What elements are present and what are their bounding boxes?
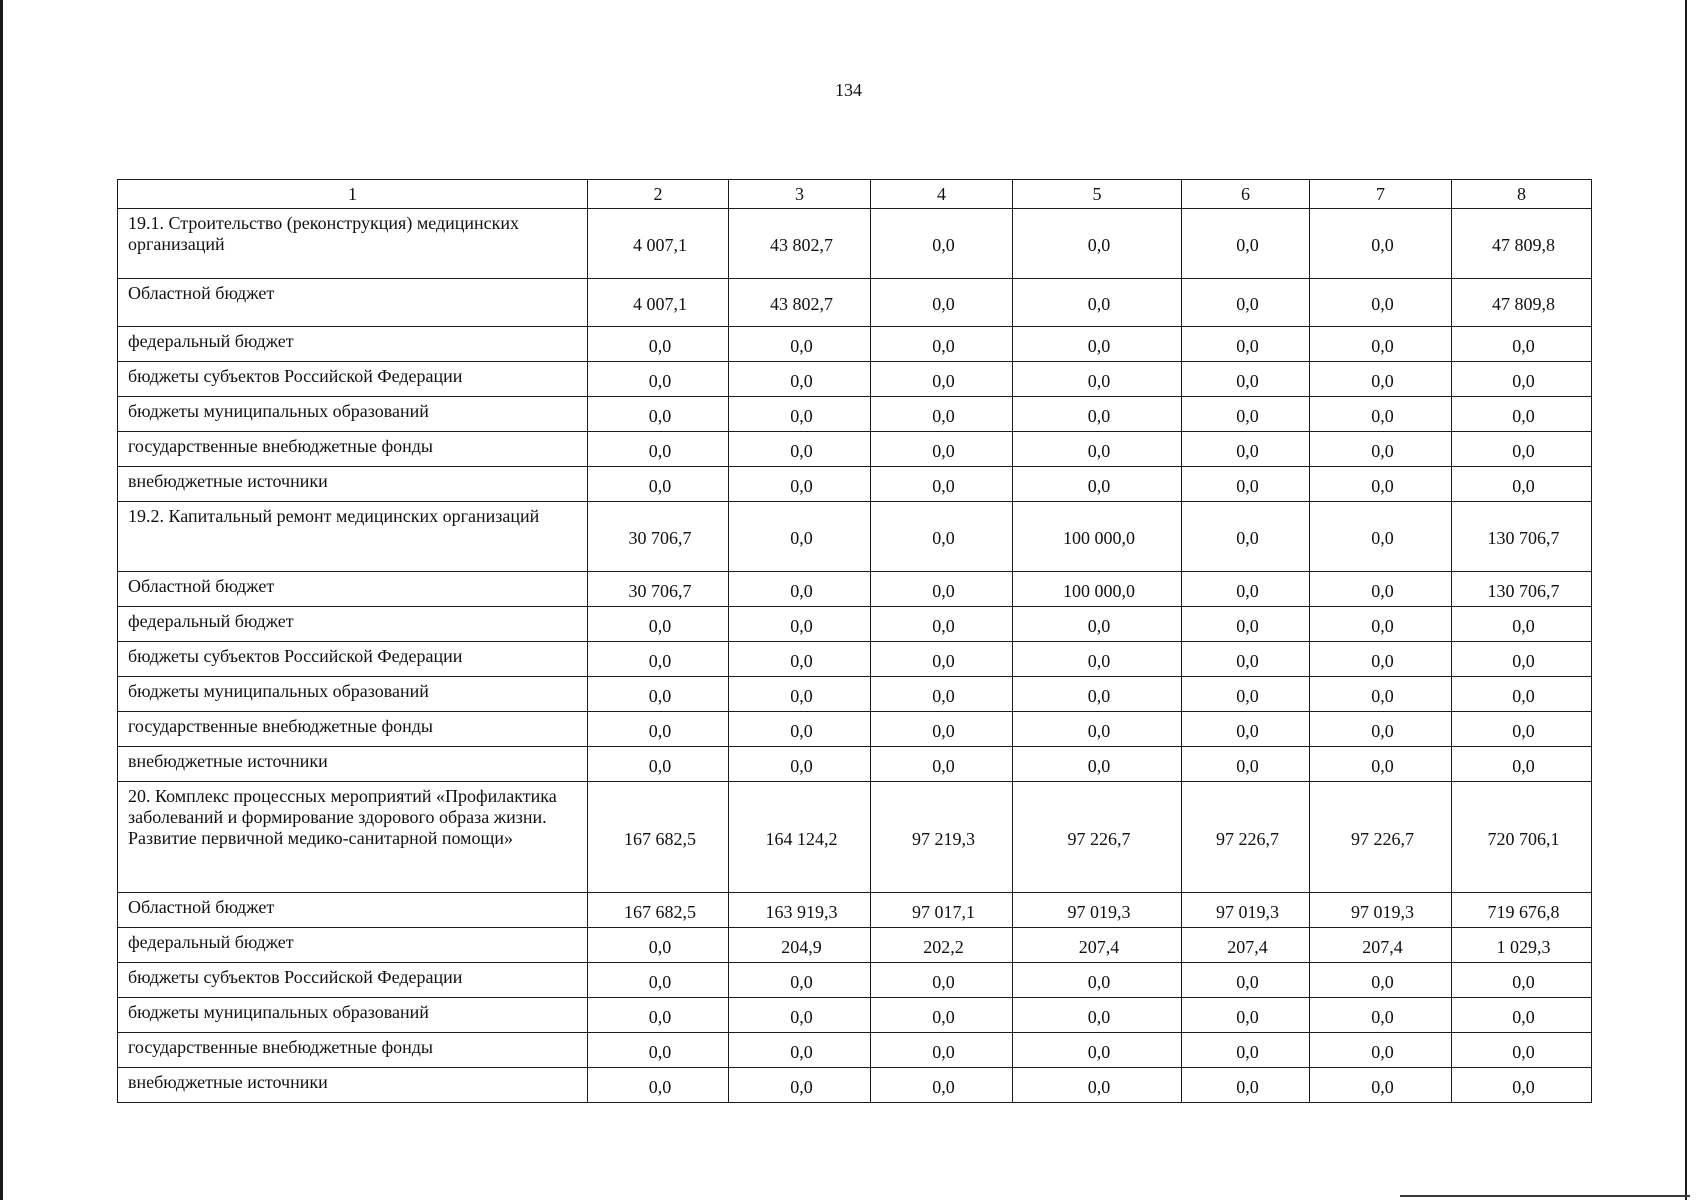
table-row [118,712,1592,747]
value-cell-col-2: 0,0 [588,1033,729,1068]
value-cell-col-4: 0,0 [871,1068,1013,1103]
header-cell: 4 [871,180,1013,209]
value-cell-col-2: 0,0 [588,1068,729,1103]
value-cell-col-2: 4 007,1 [588,209,729,279]
value-cell-col-4: 0,0 [871,677,1013,712]
table-row [118,1033,1592,1068]
value-cell-col-3: 0,0 [729,712,871,747]
table-row [118,397,1592,432]
value-cell-col-7: 207,4 [1310,928,1452,963]
table-row [118,572,1592,607]
header-cell: 7 [1310,180,1452,209]
row-label: внебюджетные источники [118,747,588,782]
value-cell-col-5: 97 226,7 [1013,782,1182,893]
value-cell-col-8: 130 706,7 [1452,572,1592,607]
value-cell-col-6: 0,0 [1182,279,1310,327]
value-cell-col-4: 0,0 [871,607,1013,642]
value-cell-col-5: 0,0 [1013,998,1182,1033]
value-cell-col-2: 0,0 [588,327,729,362]
row-label: бюджеты субъектов Российской Федерации [118,642,588,677]
row-label: бюджеты субъектов Российской Федерации [118,362,588,397]
table-row [118,1068,1592,1103]
value-cell-col-6: 207,4 [1182,928,1310,963]
value-cell-col-8: 719 676,8 [1452,893,1592,928]
row-label: внебюджетные источники [118,467,588,502]
value-cell-col-8: 47 809,8 [1452,209,1592,279]
value-cell-col-8: 0,0 [1452,397,1592,432]
value-cell-col-5: 100 000,0 [1013,572,1182,607]
value-cell-col-2: 0,0 [588,963,729,998]
value-cell-col-2: 0,0 [588,712,729,747]
value-cell-col-5: 0,0 [1013,1033,1182,1068]
value-cell-col-8: 0,0 [1452,467,1592,502]
value-cell-col-6: 0,0 [1182,963,1310,998]
row-label: государственные внебюджетные фонды [118,712,588,747]
table-row [118,963,1592,998]
header-cell: 6 [1182,180,1310,209]
value-cell-col-2: 4 007,1 [588,279,729,327]
value-cell-col-6: 0,0 [1182,467,1310,502]
row-label: Областной бюджет [118,893,588,928]
value-cell-col-4: 0,0 [871,747,1013,782]
value-cell-col-8: 0,0 [1452,1068,1592,1103]
value-cell-col-6: 0,0 [1182,677,1310,712]
row-label: федеральный бюджет [118,928,588,963]
value-cell-col-4: 0,0 [871,963,1013,998]
value-cell-col-7: 0,0 [1310,998,1452,1033]
value-cell-col-8: 130 706,7 [1452,502,1592,572]
value-cell-col-3: 43 802,7 [729,209,871,279]
value-cell-col-7: 0,0 [1310,209,1452,279]
value-cell-col-5: 0,0 [1013,279,1182,327]
value-cell-col-5: 0,0 [1013,607,1182,642]
scan-edge-left [0,0,3,1200]
page-number: 134 [835,80,862,100]
table-row [118,928,1592,963]
value-cell-col-4: 0,0 [871,572,1013,607]
value-cell-col-5: 0,0 [1013,712,1182,747]
table-row [118,279,1592,327]
scan-edge-right [1685,0,1687,1200]
value-cell-col-3: 0,0 [729,963,871,998]
value-cell-col-6: 0,0 [1182,712,1310,747]
value-cell-col-2: 0,0 [588,642,729,677]
table-row [118,747,1592,782]
value-cell-col-7: 0,0 [1310,432,1452,467]
table-row [118,432,1592,467]
row-label: 19.1. Строительство (реконструкция) медицинских организаций [118,209,588,279]
value-cell-col-7: 0,0 [1310,279,1452,327]
value-cell-col-7: 0,0 [1310,467,1452,502]
value-cell-col-4: 0,0 [871,712,1013,747]
value-cell-col-4: 0,0 [871,362,1013,397]
value-cell-col-6: 0,0 [1182,572,1310,607]
value-cell-col-2: 0,0 [588,467,729,502]
row-label: бюджеты муниципальных образований [118,677,588,712]
value-cell-col-8: 0,0 [1452,998,1592,1033]
value-cell-col-5: 0,0 [1013,327,1182,362]
value-cell-col-8: 0,0 [1452,1033,1592,1068]
value-cell-col-2: 0,0 [588,998,729,1033]
row-label: 19.2. Капитальный ремонт медицинских организаций [118,502,588,572]
value-cell-col-4: 0,0 [871,209,1013,279]
value-cell-col-6: 0,0 [1182,432,1310,467]
value-cell-col-3: 0,0 [729,572,871,607]
table-row [118,893,1592,928]
value-cell-col-7: 0,0 [1310,502,1452,572]
table-row [118,467,1592,502]
value-cell-col-6: 0,0 [1182,362,1310,397]
row-label: внебюджетные источники [118,1068,588,1103]
value-cell-col-7: 0,0 [1310,1068,1452,1103]
row-label: Областной бюджет [118,572,588,607]
table-row [118,782,1592,893]
value-cell-col-6: 97 019,3 [1182,893,1310,928]
value-cell-col-7: 0,0 [1310,327,1452,362]
row-label: бюджеты муниципальных образований [118,397,588,432]
value-cell-col-4: 0,0 [871,397,1013,432]
value-cell-col-8: 0,0 [1452,607,1592,642]
value-cell-col-5: 0,0 [1013,209,1182,279]
table-row [118,362,1592,397]
header-cell: 5 [1013,180,1182,209]
value-cell-col-2: 0,0 [588,677,729,712]
value-cell-col-6: 97 226,7 [1182,782,1310,893]
value-cell-col-3: 0,0 [729,607,871,642]
value-cell-col-5: 100 000,0 [1013,502,1182,572]
value-cell-col-2: 0,0 [588,747,729,782]
value-cell-col-5: 0,0 [1013,1068,1182,1103]
table-header-row [118,180,1592,209]
value-cell-col-2: 30 706,7 [588,502,729,572]
value-cell-col-6: 0,0 [1182,607,1310,642]
value-cell-col-7: 0,0 [1310,397,1452,432]
value-cell-col-3: 204,9 [729,928,871,963]
value-cell-col-6: 0,0 [1182,747,1310,782]
value-cell-col-5: 97 019,3 [1013,893,1182,928]
header-cell: 8 [1452,180,1592,209]
value-cell-col-3: 0,0 [729,397,871,432]
header-cell: 2 [588,180,729,209]
value-cell-col-5: 0,0 [1013,467,1182,502]
table-row [118,642,1592,677]
value-cell-col-3: 0,0 [729,327,871,362]
value-cell-col-5: 0,0 [1013,362,1182,397]
value-cell-col-5: 0,0 [1013,963,1182,998]
value-cell-col-3: 43 802,7 [729,279,871,327]
value-cell-col-8: 47 809,8 [1452,279,1592,327]
value-cell-col-2: 0,0 [588,607,729,642]
value-cell-col-7: 0,0 [1310,362,1452,397]
value-cell-col-5: 207,4 [1013,928,1182,963]
value-cell-col-7: 97 019,3 [1310,893,1452,928]
value-cell-col-6: 0,0 [1182,1033,1310,1068]
value-cell-col-3: 163 919,3 [729,893,871,928]
value-cell-col-7: 0,0 [1310,607,1452,642]
value-cell-col-7: 0,0 [1310,572,1452,607]
table-row [118,209,1592,279]
scan-edge-bottom [1400,1195,1690,1197]
value-cell-col-7: 0,0 [1310,712,1452,747]
row-label: 20. Комплекс процессных мероприятий «Профилактика заболеваний и формирование здорового образа жизни. Развитие первичной медико-санитарной помощи» [118,782,588,893]
row-label: государственные внебюджетные фонды [118,432,588,467]
value-cell-col-4: 0,0 [871,279,1013,327]
row-label: федеральный бюджет [118,327,588,362]
value-cell-col-6: 0,0 [1182,1068,1310,1103]
value-cell-col-6: 0,0 [1182,397,1310,432]
value-cell-col-5: 0,0 [1013,397,1182,432]
value-cell-col-8: 0,0 [1452,642,1592,677]
budget-table [117,179,1592,1103]
value-cell-col-4: 0,0 [871,502,1013,572]
value-cell-col-8: 1 029,3 [1452,928,1592,963]
value-cell-col-4: 0,0 [871,327,1013,362]
value-cell-col-7: 0,0 [1310,963,1452,998]
value-cell-col-5: 0,0 [1013,747,1182,782]
value-cell-col-3: 0,0 [729,467,871,502]
value-cell-col-4: 97 017,1 [871,893,1013,928]
value-cell-col-4: 0,0 [871,467,1013,502]
header-cell: 3 [729,180,871,209]
value-cell-col-3: 0,0 [729,502,871,572]
value-cell-col-4: 0,0 [871,1033,1013,1068]
value-cell-col-4: 0,0 [871,642,1013,677]
value-cell-col-2: 0,0 [588,928,729,963]
value-cell-col-6: 0,0 [1182,998,1310,1033]
value-cell-col-2: 0,0 [588,397,729,432]
value-cell-col-3: 164 124,2 [729,782,871,893]
value-cell-col-7: 0,0 [1310,1033,1452,1068]
value-cell-col-6: 0,0 [1182,209,1310,279]
row-label: бюджеты субъектов Российской Федерации [118,963,588,998]
value-cell-col-8: 0,0 [1452,432,1592,467]
value-cell-col-5: 0,0 [1013,642,1182,677]
value-cell-col-2: 0,0 [588,432,729,467]
value-cell-col-7: 0,0 [1310,642,1452,677]
value-cell-col-8: 0,0 [1452,747,1592,782]
value-cell-col-6: 0,0 [1182,502,1310,572]
table-row [118,998,1592,1033]
value-cell-col-3: 0,0 [729,747,871,782]
value-cell-col-4: 0,0 [871,432,1013,467]
value-cell-col-5: 0,0 [1013,432,1182,467]
table-row [118,502,1592,572]
table-row [118,677,1592,712]
value-cell-col-3: 0,0 [729,1033,871,1068]
value-cell-col-4: 0,0 [871,998,1013,1033]
value-cell-col-7: 0,0 [1310,747,1452,782]
value-cell-col-6: 0,0 [1182,642,1310,677]
value-cell-col-3: 0,0 [729,432,871,467]
row-label: федеральный бюджет [118,607,588,642]
value-cell-col-2: 0,0 [588,362,729,397]
row-label: государственные внебюджетные фонды [118,1033,588,1068]
value-cell-col-2: 30 706,7 [588,572,729,607]
value-cell-col-3: 0,0 [729,362,871,397]
table-row [118,327,1592,362]
value-cell-col-2: 167 682,5 [588,893,729,928]
value-cell-col-7: 0,0 [1310,677,1452,712]
value-cell-col-8: 720 706,1 [1452,782,1592,893]
value-cell-col-8: 0,0 [1452,327,1592,362]
table-body [118,180,1592,1103]
table-row [118,607,1592,642]
value-cell-col-8: 0,0 [1452,963,1592,998]
row-label: Областной бюджет [118,279,588,327]
value-cell-col-4: 202,2 [871,928,1013,963]
value-cell-col-3: 0,0 [729,642,871,677]
value-cell-col-2: 167 682,5 [588,782,729,893]
value-cell-col-3: 0,0 [729,1068,871,1103]
value-cell-col-3: 0,0 [729,998,871,1033]
value-cell-col-5: 0,0 [1013,677,1182,712]
value-cell-col-6: 0,0 [1182,327,1310,362]
value-cell-col-7: 97 226,7 [1310,782,1452,893]
row-label: бюджеты муниципальных образований [118,998,588,1033]
header-cell: 1 [118,180,588,209]
value-cell-col-8: 0,0 [1452,677,1592,712]
value-cell-col-8: 0,0 [1452,362,1592,397]
value-cell-col-4: 97 219,3 [871,782,1013,893]
value-cell-col-3: 0,0 [729,677,871,712]
value-cell-col-8: 0,0 [1452,712,1592,747]
